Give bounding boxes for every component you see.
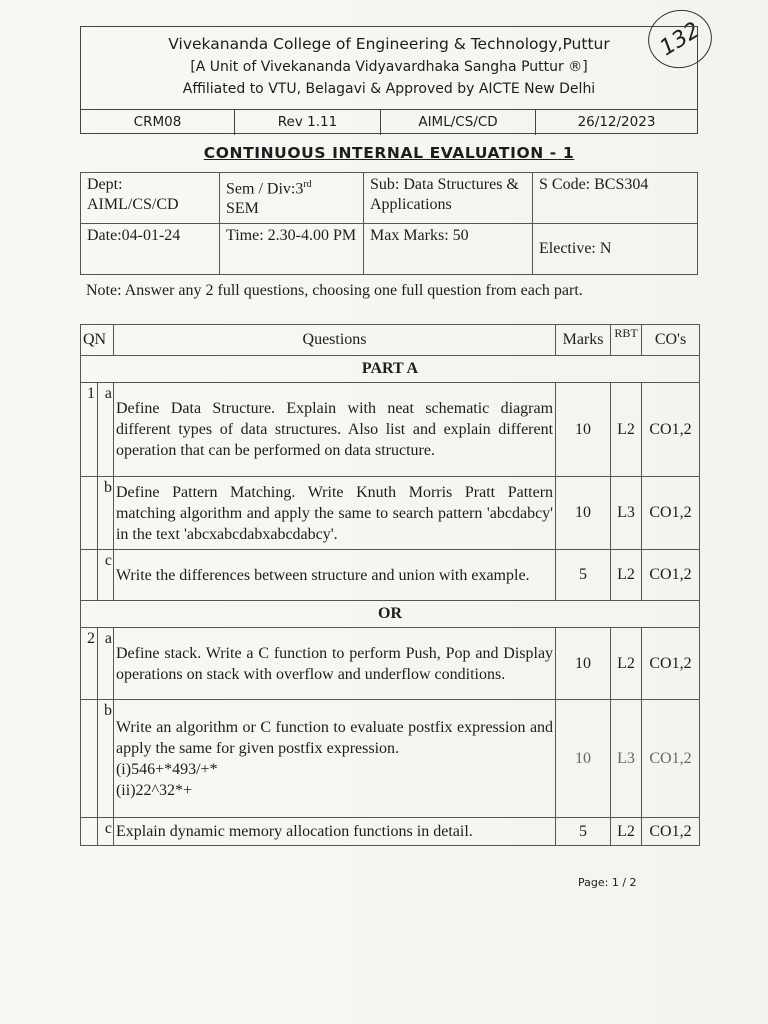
- department-code: AIML/CS/CD: [381, 110, 536, 135]
- question-marks: 10: [556, 700, 611, 818]
- question-co: CO1,2: [642, 550, 700, 601]
- question-text: Define Data Structure. Explain with neat schematic diagram different types of data structures. Also list and explain different operation that can be performed on data structure.: [113, 383, 555, 477]
- question-number: [81, 477, 98, 550]
- question-marks: 5: [556, 818, 611, 846]
- question-row: [81, 550, 700, 601]
- question-row: [81, 383, 700, 477]
- question-row: [81, 818, 700, 846]
- question-text: Define stack. Write a C function to perform Push, Pop and Display operations on stack with overflow and underflow conditions.: [113, 628, 555, 700]
- question-co: CO1,2: [642, 818, 700, 846]
- time-cell: Time: 2.30-4.00 PM: [220, 224, 364, 275]
- elective-cell: Elective: N: [533, 224, 698, 275]
- question-co: CO1,2: [642, 628, 700, 700]
- cos-header: CO's: [642, 325, 700, 356]
- questions-header: Questions: [113, 325, 555, 356]
- question-rbt: L3: [611, 477, 642, 550]
- form-code: CRM08: [81, 110, 235, 135]
- question-marks: 10: [556, 628, 611, 700]
- part-a-heading: PART A: [81, 356, 700, 383]
- subject-code-cell: S Code: BCS304: [533, 173, 698, 224]
- document-date: 26/12/2023: [577, 114, 656, 130]
- question-number: 2: [81, 628, 98, 700]
- sem-div-cell: Sem / Div:3rd SEM: [220, 173, 364, 224]
- questions-table: [80, 324, 700, 846]
- sub-question-letter: c: [97, 818, 113, 846]
- sub-question-letter: b: [97, 700, 113, 818]
- question-rbt: L2: [611, 550, 642, 601]
- max-marks-cell: Max Marks: 50: [364, 224, 533, 275]
- stamp-text: 132: [655, 17, 705, 61]
- sub-question-letter: b: [97, 477, 113, 550]
- instructions-note: Note: Answer any 2 full questions, choosing one full question from each part.: [86, 282, 583, 299]
- question-number: [81, 700, 98, 818]
- question-number: 1: [81, 383, 98, 477]
- college-name: Vivekananda College of Engineering & Technology,Puttur: [168, 35, 610, 53]
- qn-header: QN: [81, 325, 114, 356]
- question-co: CO1,2: [642, 477, 700, 550]
- subject-cell: Sub: Data Structures & Applications: [364, 173, 533, 224]
- exam-title: CONTINUOUS INTERNAL EVALUATION - 1: [203, 144, 575, 162]
- postfix-expression-2: (ii)22^32*+: [115, 781, 193, 799]
- college-affiliation: Affiliated to VTU, Belagavi & Approved by AICTE New Delhi: [182, 81, 596, 97]
- sub-question-letter: c: [97, 550, 113, 601]
- marks-header: Marks: [556, 325, 611, 356]
- question-rbt: L2: [611, 628, 642, 700]
- document-code-row: [81, 109, 697, 135]
- rbt-header: RBT: [611, 325, 642, 356]
- or-separator: OR: [81, 601, 700, 628]
- question-marks: 10: [556, 477, 611, 550]
- date-cell: Date:04-01-24: [81, 224, 220, 275]
- question-text: [113, 700, 555, 818]
- college-header-box: [80, 26, 698, 134]
- revision: Rev 1.11: [235, 110, 381, 135]
- question-marks: 5: [556, 550, 611, 601]
- postfix-expression-1: (i)546+*493/+*: [115, 760, 218, 778]
- question-text: Explain dynamic memory allocation functions in detail.: [113, 818, 555, 846]
- question-row: [81, 628, 700, 700]
- page-number: Page: 1 / 2: [578, 876, 637, 889]
- question-co: CO1,2: [642, 700, 700, 818]
- question-rbt: L3: [611, 700, 642, 818]
- question-number: [81, 818, 98, 846]
- question-text: Define Pattern Matching. Write Knuth Morris Pratt Pattern matching algorithm and apply the same to search pattern 'abcdabcy' in the text 'abcxabcdabxabcdabcy'.: [113, 477, 555, 550]
- question-row: [81, 477, 700, 550]
- question-text: Write the differences between structure and union with example.: [113, 550, 555, 601]
- exam-info-table: [80, 172, 698, 275]
- college-unit-line: [A Unit of Vivekananda Vidyavardhaka Sangha Puttur ®]: [190, 59, 588, 75]
- question-rbt: L2: [611, 818, 642, 846]
- sub-question-letter: a: [97, 628, 113, 700]
- dept-cell: Dept: AIML/CS/CD: [81, 173, 220, 224]
- question-co: CO1,2: [642, 383, 700, 477]
- question-rbt: L2: [611, 383, 642, 477]
- question-number: [81, 550, 98, 601]
- postfix-question-text: Write an algorithm or C function to evaluate postfix expression and apply the same for given postfix expression.: [115, 718, 554, 757]
- question-row: [81, 700, 700, 818]
- question-marks: 10: [556, 383, 611, 477]
- sub-question-letter: a: [97, 383, 113, 477]
